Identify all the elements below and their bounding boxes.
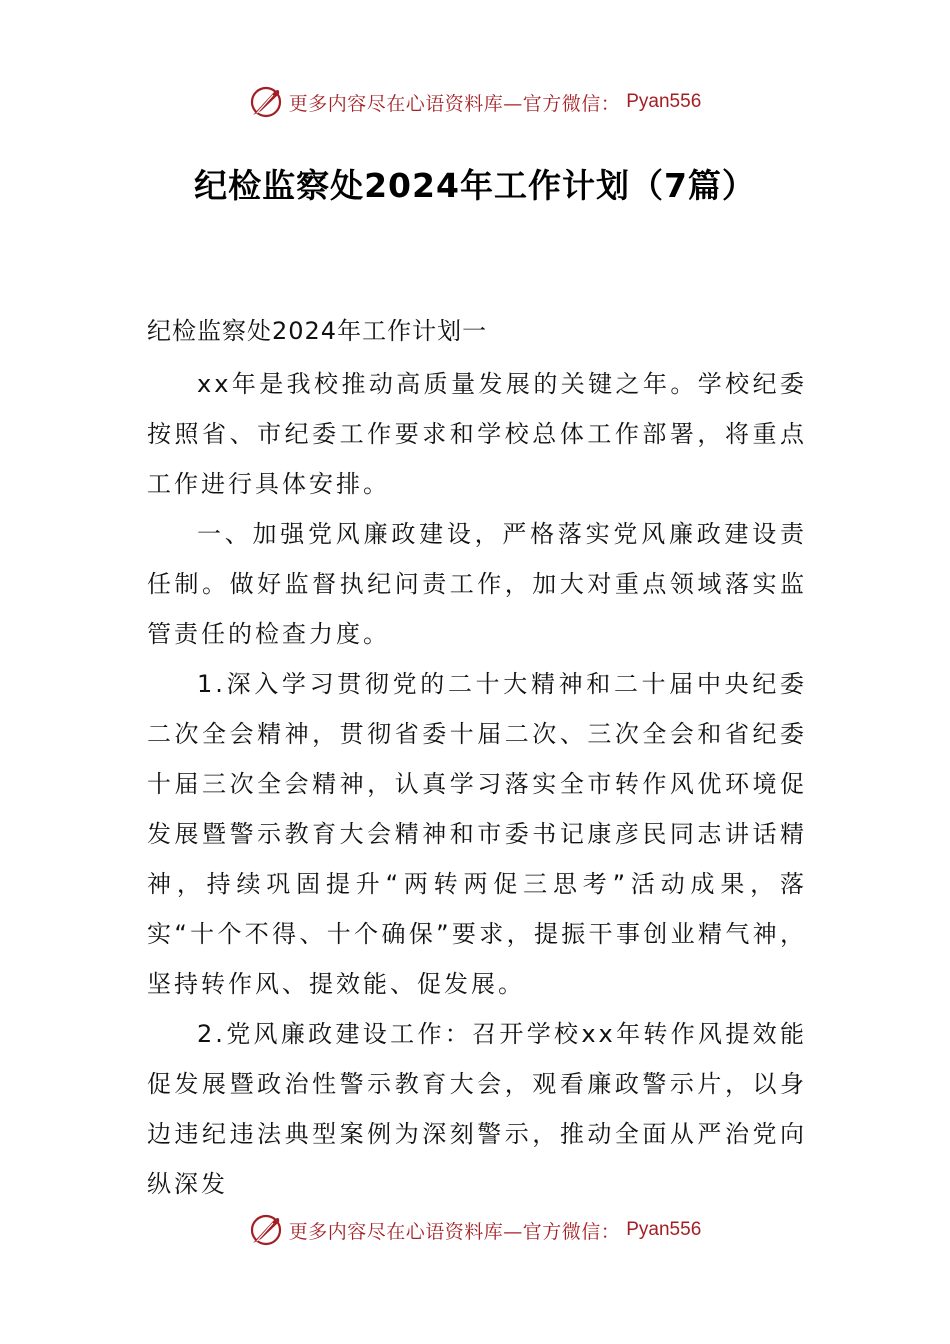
watermark-text: 更多内容尽在心语资料库—官方微信： [288,92,621,115]
paragraph: 2.党风廉政建设工作：召开学校xx年转作风提效能促发展暨政治性警示教育大会，观看廉政警示片，以身边违纪违法典型案例为深刻警示，推动全面从严治党向纵深发 [147,1020,807,1198]
watermark-header [0,82,950,122]
quill-pen-logo-icon [249,1213,283,1247]
document-body [147,306,807,1209]
watermark-wechat-id: Pyan556 [626,1219,702,1240]
watermark-footer [0,1210,950,1250]
paragraph: xx年是我校推动高质量发展的关键之年。学校纪委按照省、市纪委工作要求和学校总体工作部署，将重点工作进行具体安排。 [147,370,807,498]
document-title: 纪检监察处2024年工作计划（7篇） [194,166,756,205]
watermark-text: 更多内容尽在心语资料库—官方微信： [288,1220,621,1243]
watermark-wechat-id: Pyan556 [626,91,702,112]
paragraph: 一、加强党风廉政建设，严格落实党风廉政建设责任制。做好监督执纪问责工作，加大对重点领域落实监管责任的检查力度。 [147,520,807,648]
quill-pen-logo-icon [249,85,283,119]
paragraph: 1.深入学习贯彻党的二十大精神和二十届中央纪委二次全会精神，贯彻省委十届二次、三次全会和省纪委十届三次全会精神，认真学习落实全市转作风优环境促发展暨警示教育大会精神和市委书记康彦民同志讲话精神，持续巩固提升“两转两促三思考”活动成果，落实“十个不得、十个确保”要求，提振干事创业精气神，坚持转作风、提效能、促发展。 [147,670,807,998]
document-subtitle: 纪检监察处2024年工作计划一 [147,317,488,345]
